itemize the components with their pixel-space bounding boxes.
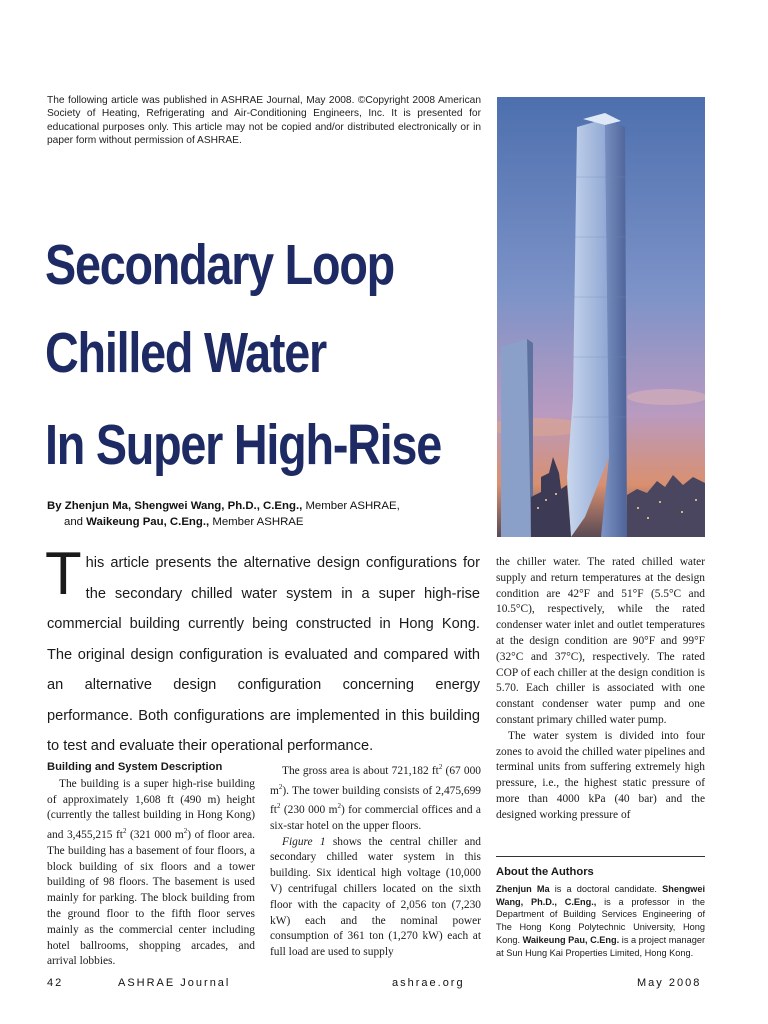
paragraph: Figure 1 shows the central chiller and secondary chilled water system in this building. Six identical high voltage (10,000 V) centrifugal chillers located on the sixth floor with the capacity of 2,056 ton (7,230 kW) each and the nominal power consumption of 361 ton (1,270 kW) each at full load are used to supply	[270, 835, 481, 959]
body-column-3	[496, 555, 705, 824]
divider	[496, 856, 705, 857]
abstract: This article presents the alternative design configurations for the secondary chilled water system in a super high-rise commercial building currently being constructed in Hong Kong. The original design configuration is evaluated and compared with an alternative design configuration concerning energy performance. Both configurations are implemented in this building to test and evaluate their operational performance.	[45, 540, 480, 754]
copyright-notice: The following article was published in ASHRAE Journal, May 2008. ©Copyright 2008 American Society of Heating, Refrigerating and Air-Conditioning Engineers, Inc. It is presented for educational purposes only. This article may not be copied and/or distributed electronically or in paper form without permission of ASHRAE.	[47, 95, 481, 147]
article-title-line-2: Chilled Water	[45, 321, 326, 385]
issue-date: May 2008	[637, 977, 702, 989]
author-3: Waikeung Pau, C.Eng.,	[86, 516, 210, 528]
journal-name: ASHRAE Journal	[118, 977, 231, 989]
about-heading: About the Authors	[496, 866, 594, 878]
article-title-line-1: Secondary Loop	[45, 233, 394, 297]
section-heading: Building and System Description	[47, 761, 223, 773]
body-column-1	[47, 760, 255, 970]
paragraph: the chiller water. The rated chilled water supply and return temperatures at the design condition are 42°F and 51°F (5.5°C and 10.5°C), respectively, while the rated condenser water inlet and outlet temperatures at the design condition are 90°F and 99°F (32°C and 37°C), respectively. The rated COP of each chiller at the design condition is 5.70. Each chiller is associated with one constant condenser water pump and one constant primary chilled water pump.	[496, 556, 705, 726]
author-2: Shengwei Wang, Ph.D., C.Eng.,	[134, 500, 303, 512]
skyscraper-photo-icon	[497, 97, 705, 537]
paragraph: The gross area is about 721,182 $ft^2$ (67 000 $m^2$). The tower building consists of 2,475,699 $ft^2$ (230 000 $m^2$) for commercial offices and a six-star hotel on the upper floors.	[270, 763, 482, 832]
about-the-authors: About the Authors Zhenjun Ma is a doctoral candidate. Shengwei Wang, Ph.D., C.Eng., is a professor in the Department of Building Services Engineering of The Hong Kong Polytechnic University, Hong Kong. Waikeung Pau, C.Eng. is a project manager at Sun Hung Kai Properties Limited, Hong Kong.	[496, 866, 706, 958]
byline: By Zhenjun Ma, Shengwei Wang, Ph.D., C.Eng., Member ASHRAE, and Waikeung Pau, C.Eng., Member ASHRAE	[47, 500, 400, 528]
page-number: 42	[47, 977, 64, 989]
body-column-2	[270, 760, 481, 961]
article-title-line-3: In Super High-Rise	[45, 413, 441, 477]
figure-reference: Figure 1	[282, 835, 326, 848]
paragraph: The building is a super high-rise building of approximately 1,608 ft (490 m) height (currently the tallest building in Hong Kong) and 3,455,215 $ft^2$ (321 000 $m^2$) of floor area. The building has a basement of four floors, a block building of six floors and a tower building of 98 floors. The basement is used mainly for parking. The block building from the ground floor to the fifth floor serves mainly as the commercial center including hotel ballrooms, shopping arcades, and arrival lobbies.	[47, 777, 255, 968]
drop-cap: T	[45, 540, 82, 607]
website: ashrae.org	[392, 977, 465, 989]
paragraph: The water system is divided into four zones to avoid the chilled water pipelines and terminal units from suffering extremely high pressure, i.e., the highest static pressure of more than 4000 kPa (40 bar) and the designed working pressure of	[496, 729, 705, 821]
author-1: Zhenjun Ma	[64, 500, 129, 512]
